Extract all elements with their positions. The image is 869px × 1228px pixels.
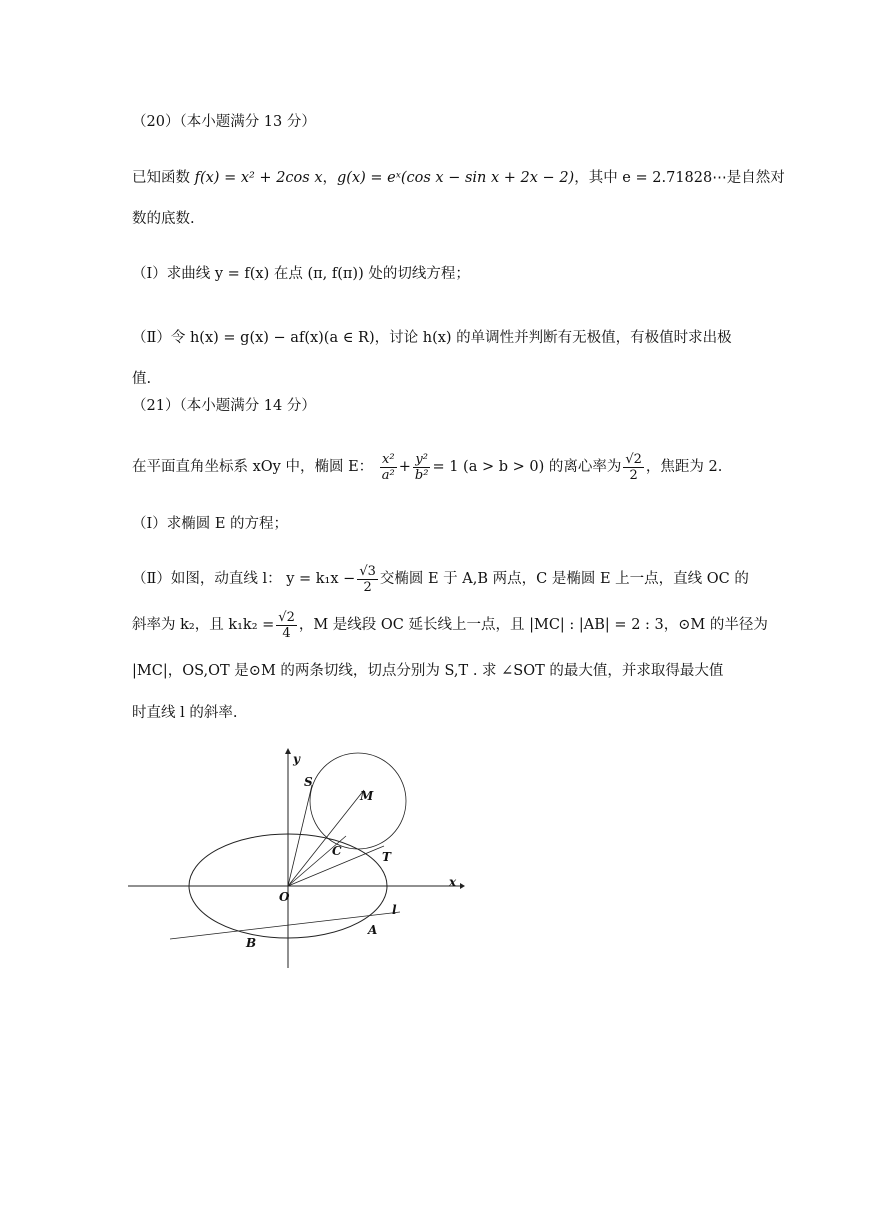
plus-sign: + bbox=[398, 459, 411, 475]
q20-stem-tail: ，其中 e = 2.71828⋯是自然对 bbox=[574, 170, 785, 186]
label-s: S bbox=[304, 775, 313, 789]
eccentricity-fraction bbox=[623, 452, 644, 483]
q21-slope-condition: 斜率为 k₂，且 k₁k₂ = bbox=[132, 617, 275, 633]
q21-stem-intro: 在平面直角坐标系 xOy 中，椭圆 E： bbox=[132, 459, 374, 475]
q21-part2-line4: 时直线 l 的斜率. bbox=[132, 705, 238, 721]
q20-part2-line2: 值. bbox=[132, 371, 152, 387]
q21-part2-line2 bbox=[132, 602, 768, 648]
fraction-numerator: √3 bbox=[359, 563, 376, 579]
q21-point-m-condition: ，M 是线段 OC 延长线上一点，且 |MC| : |AB| = 2 : 3，⊙M 的半径为 bbox=[298, 617, 768, 633]
x-squared-fraction bbox=[380, 452, 397, 483]
fraction-denominator: 4 bbox=[282, 625, 291, 641]
ellipse-circle-figure bbox=[128, 748, 468, 978]
q21-focal-distance: ，焦距为 2. bbox=[645, 459, 723, 475]
q20-stem-intro: 已知函数 bbox=[132, 170, 195, 186]
label-c: C bbox=[332, 844, 342, 858]
q21-part2-intro: （Ⅱ）如图，动直线 l： y = k₁x − bbox=[132, 571, 356, 587]
q20-part2-line1: （Ⅱ）令 h(x) = g(x) − af(x)(a ∈ R)，讨论 h(x) 的单调性并判断有无极值，有极值时求出极 bbox=[132, 330, 732, 346]
fraction-denominator: 2 bbox=[629, 467, 638, 483]
q21-ellipse-condition: = 1 (a > b > 0) 的离心率为 bbox=[432, 459, 622, 475]
label-m: M bbox=[360, 789, 374, 803]
fraction-numerator: x² bbox=[380, 452, 397, 468]
q21-part2-intersection: 交椭圆 E 于 A,B 两点，C 是椭圆 E 上一点，直线 OC 的 bbox=[379, 571, 749, 587]
sqrt2-over-4-fraction bbox=[276, 610, 297, 641]
fraction-denominator: a² bbox=[381, 467, 395, 483]
label-x: x bbox=[449, 875, 457, 889]
fraction-denominator: 2 bbox=[363, 579, 372, 595]
x-axis-arrow bbox=[460, 883, 465, 889]
fraction-numerator: y² bbox=[413, 452, 431, 468]
label-t: T bbox=[382, 850, 391, 864]
q20-part1: （Ⅰ）求曲线 y = f(x) 在点 (π, f(π)) 处的切线方程； bbox=[132, 266, 470, 282]
q21-part2-line1 bbox=[132, 556, 749, 602]
q20-header: （20）（本小题满分 13 分） bbox=[132, 114, 316, 130]
fraction-numerator: √2 bbox=[278, 609, 295, 625]
y-squared-fraction bbox=[413, 452, 431, 483]
q21-header: （21）（本小题满分 14 分） bbox=[132, 398, 316, 414]
label-a: A bbox=[368, 923, 378, 937]
q20-f-definition: f(x) = x² + 2cos x bbox=[194, 170, 323, 186]
label-b: B bbox=[246, 936, 257, 950]
q20-g-definition: g(x) = eˣ(cos x − sin x + 2x − 2) bbox=[337, 170, 575, 186]
label-o: O bbox=[279, 890, 290, 904]
label-y: y bbox=[293, 752, 300, 766]
q21-part1: （Ⅰ）求椭圆 E 的方程； bbox=[132, 516, 289, 532]
label-l: l bbox=[392, 903, 397, 917]
sqrt3-over-2-fraction bbox=[357, 564, 378, 595]
q21-stem bbox=[132, 444, 722, 490]
q21-part2-line3: |MC|，OS,OT 是⊙M 的两条切线，切点分别为 S,T . 求 ∠SOT 的最大值，并求取得最大值 bbox=[132, 663, 724, 679]
q20-comma: ， bbox=[322, 170, 337, 186]
fraction-numerator: √2 bbox=[625, 451, 642, 467]
q20-stem-line1 bbox=[132, 168, 785, 188]
circle-m bbox=[310, 753, 406, 849]
q20-stem-line2: 数的底数. bbox=[132, 211, 195, 227]
y-axis-arrow bbox=[285, 748, 291, 754]
fraction-denominator: b² bbox=[414, 467, 429, 483]
line-l bbox=[170, 912, 400, 939]
